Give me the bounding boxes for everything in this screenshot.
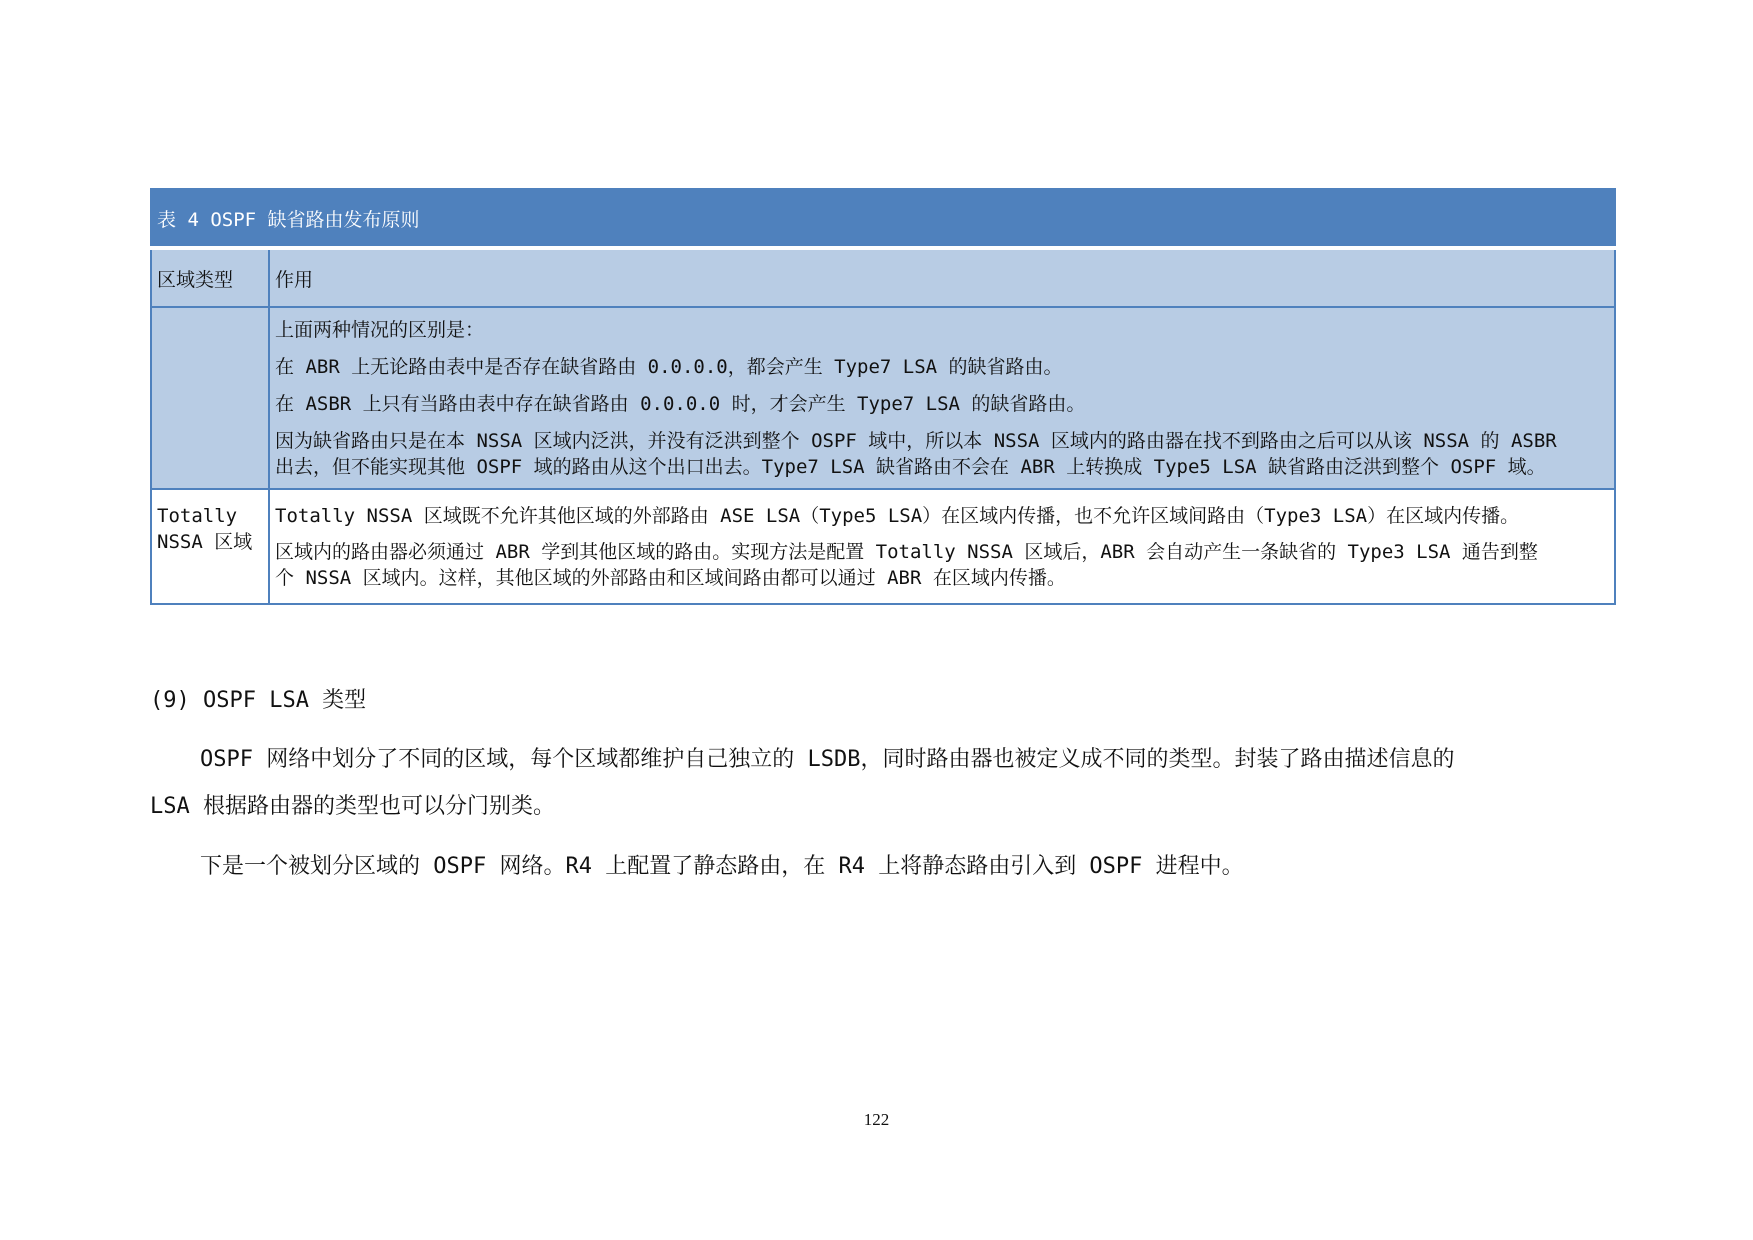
row1-line: 在 ASBR 上只有当路由表中存在缺省路由 0.0.0.0 时，才会产生 Type7 LSA 的缺省路由。 [275, 393, 1086, 415]
table-row [151, 307, 1615, 489]
row2-line: Totally NSSA 区域既不允许其他区域的外部路由 ASE LSA（Type5 LSA）在区域内传播，也不允许区域间路由（Type3 LSA）在区域内传播。 [275, 505, 1520, 527]
table-row [151, 489, 1615, 604]
table-caption: 表 4 OSPF 缺省路由发布原则 [151, 189, 1615, 248]
section-title: (9) OSPF LSA 类型 [150, 688, 367, 713]
row1-line: 上面两种情况的区别是： [275, 319, 485, 341]
paragraph: 下是一个被划分区域的 OSPF 网络。R4 上配置了静态路由，在 R4 上将静态路由引入到 OSPF 进程中。 [200, 854, 1244, 879]
table-header-row [151, 248, 1615, 307]
paragraph-line: LSA 根据路由器的类型也可以分门别类。 [150, 794, 555, 819]
table-caption-row [151, 189, 1615, 248]
row2-line: 区域内的路由器必须通过 ABR 学到其他区域的路由。实现方法是配置 Totally NSSA 区域后，ABR 会自动产生一条缺省的 Type3 LSA 通告到整 [275, 541, 1538, 563]
paragraph-line: OSPF 网络中划分了不同的区域，每个区域都维护自己独立的 LSDB，同时路由器也被定义成不同的类型。封装了路由描述信息的 [200, 747, 1455, 772]
row1-line: 出去，但不能实现其他 OSPF 域的路由从这个出口出去。Type7 LSA 缺省路由不会在 ABR 上转换成 Type5 LSA 缺省路由泛洪到整个 OSPF 域。 [275, 456, 1546, 478]
row1-function-cell [269, 307, 1615, 489]
header-function: 作用 [269, 248, 1615, 307]
row2-area-cell [151, 489, 269, 604]
row1-line: 因为缺省路由只是在本 NSSA 区域内泛洪，并没有泛洪到整个 OSPF 域中，所以本 NSSA 区域内的路由器在找不到路由之后可以从该 NSSA 的 ASBR [275, 430, 1557, 452]
row1-area-cell [151, 307, 269, 489]
row2-line: 个 NSSA 区域内。这样，其他区域的外部路由和区域间路由都可以通过 ABR 在区域内传播。 [275, 567, 1066, 589]
default-route-table [150, 188, 1616, 605]
row2-area-line: Totally [157, 505, 238, 527]
row2-area-line: NSSA 区域 [157, 531, 253, 553]
page-number: 122 [863, 1110, 890, 1129]
header-area-type: 区域类型 [151, 248, 269, 307]
paragraph [150, 745, 1616, 822]
row1-line: 在 ABR 上无论路由表中是否存在缺省路由 0.0.0.0，都会产生 Type7 LSA 的缺省路由。 [275, 356, 1063, 378]
row2-function-cell [269, 489, 1615, 604]
